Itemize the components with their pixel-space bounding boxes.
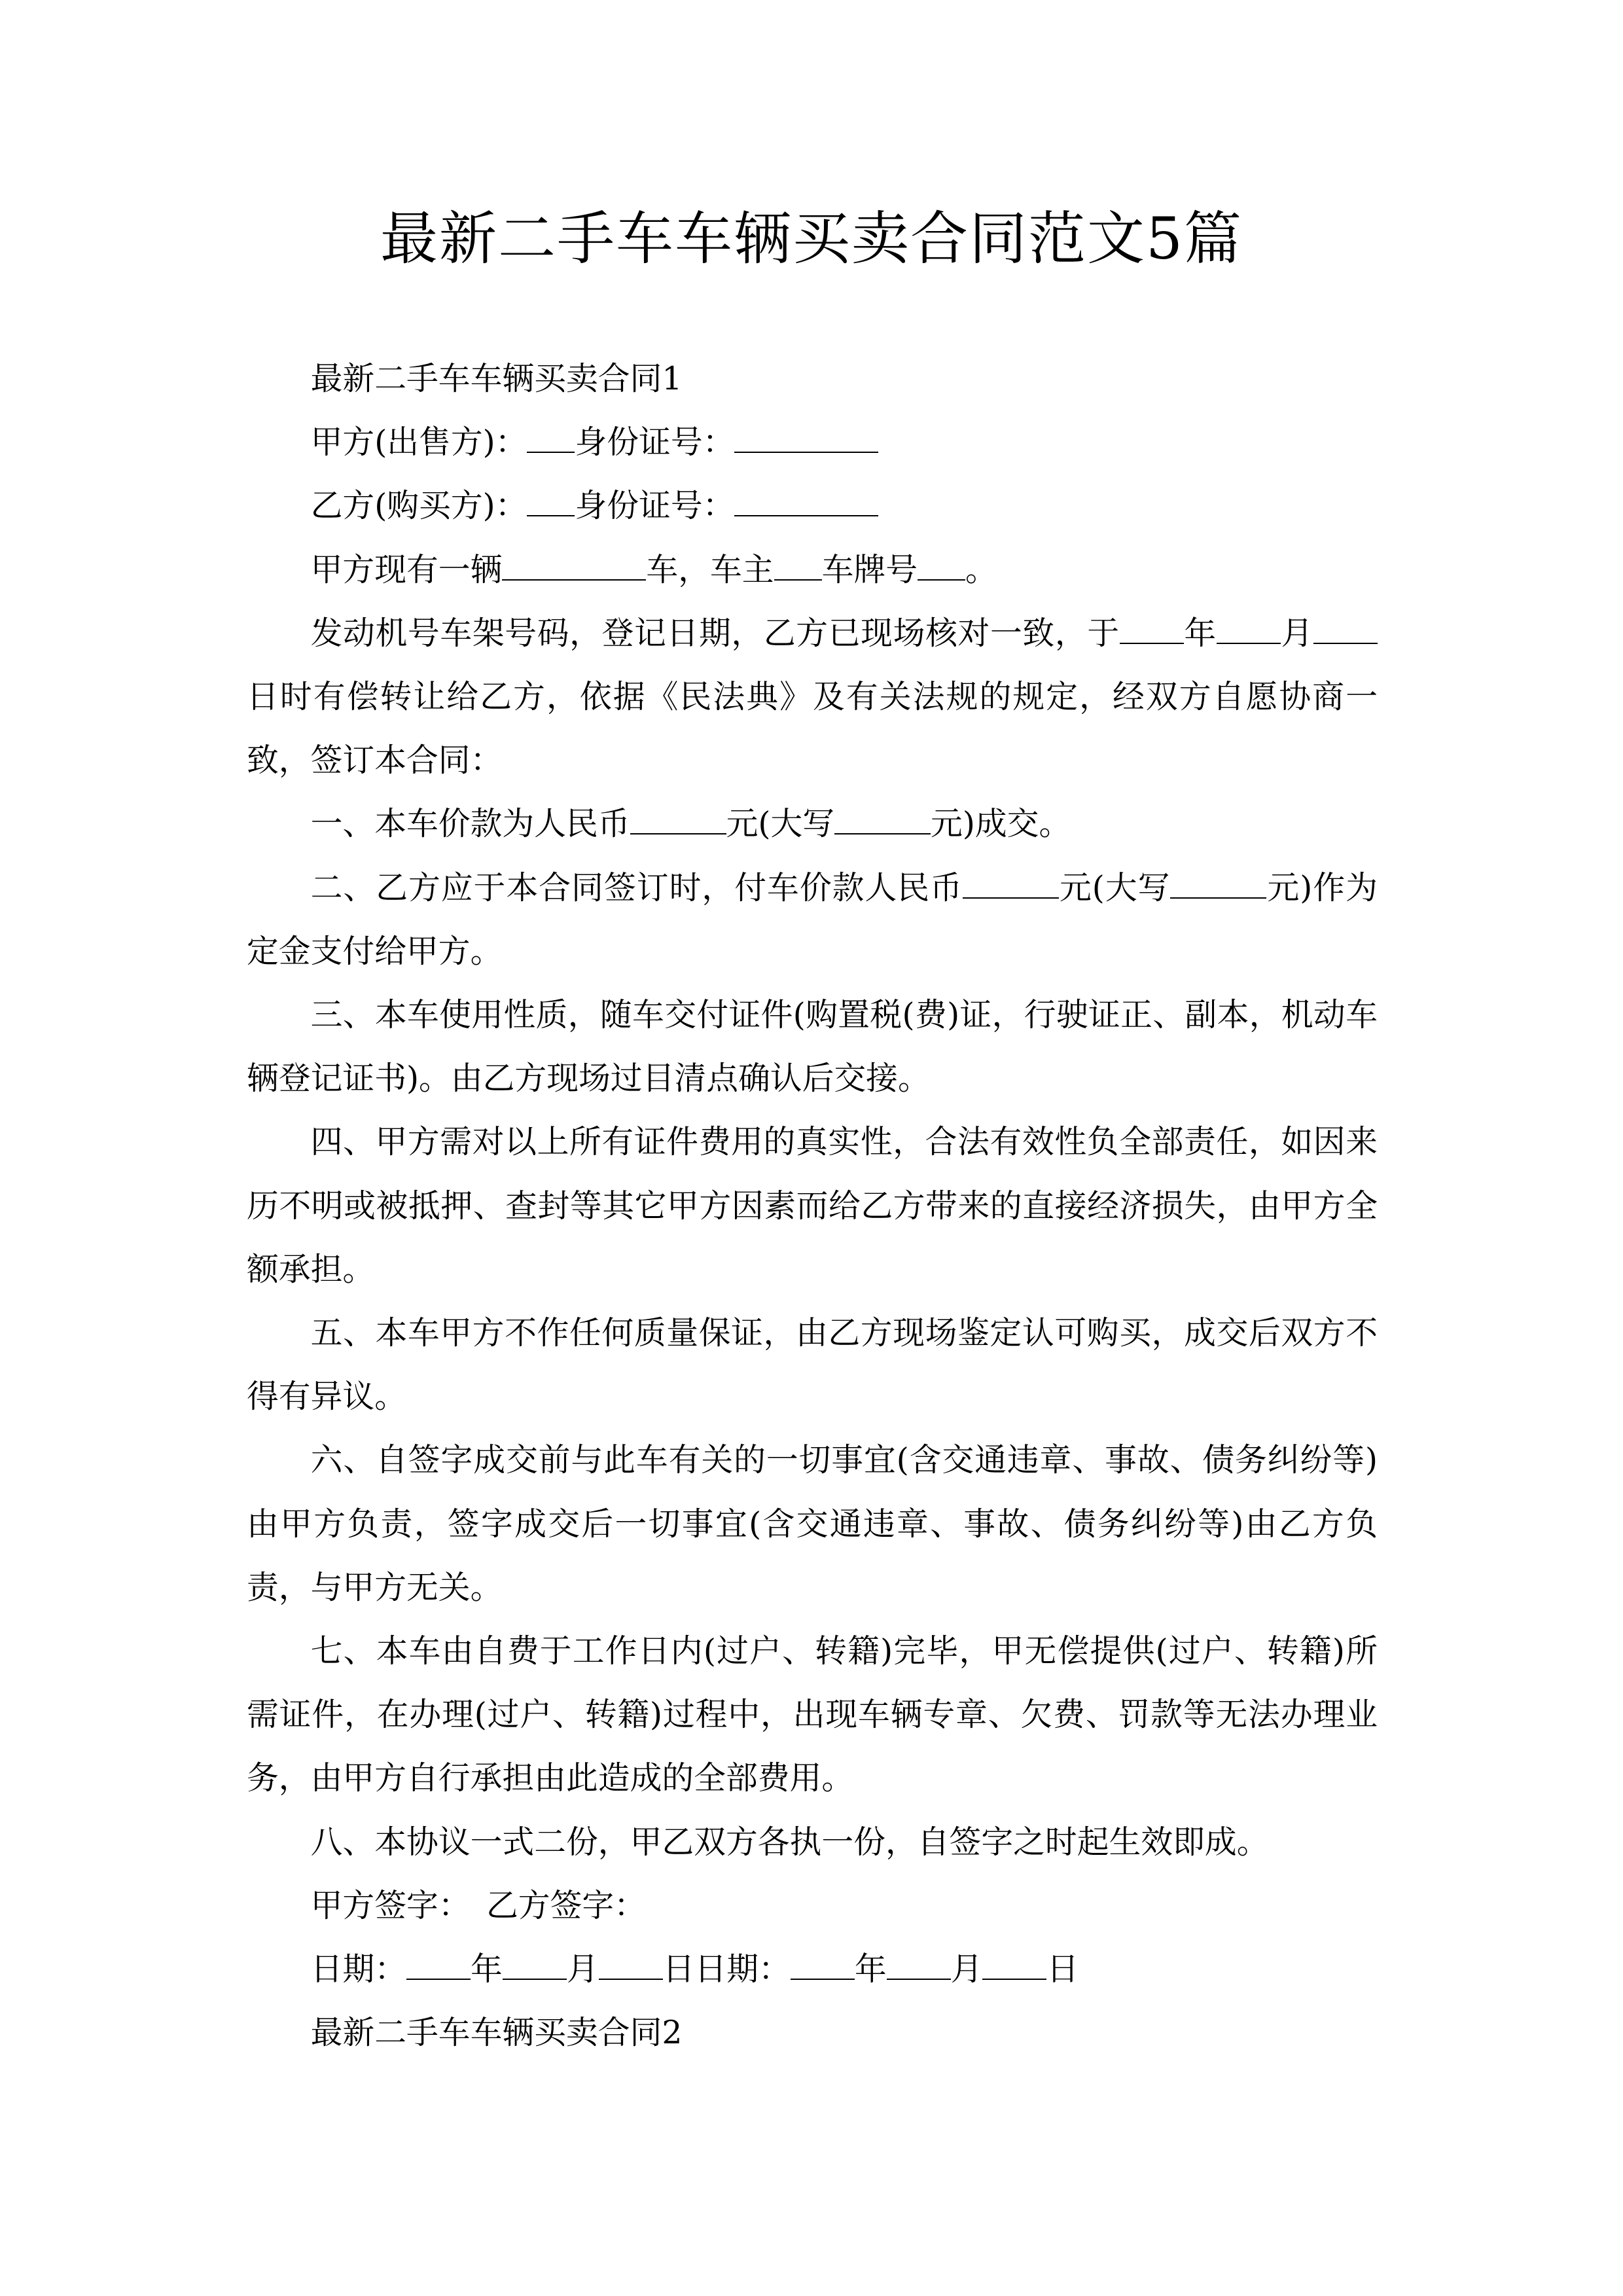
vehicle-owner-blank [774,550,822,581]
clause-2-text-3: 元)作为定金支付给甲方。 [247,869,1378,970]
party-b-name-blank [527,487,575,517]
intro-month-blank [1217,614,1281,644]
clause-2-text-1: 二、乙方应于本合同签订时，付车价款人民币 [310,869,963,906]
clause-4: 四、甲方需对以上所有证件费用的真实性，合法有效性负全部责任，如因来历不明或被抵押、查封等其它甲方因素而给乙方带来的直接经济损失，由甲方全额承担。 [247,1123,1378,1288]
date-a-month-blank [503,1950,567,1980]
intro-month-label: 月 [1280,614,1313,652]
party-a-id-label: 身份证号： [575,423,735,461]
date-line [247,1937,1378,2001]
party-b-id-blank [734,487,878,517]
clause-1-amount-words-blank [834,805,931,835]
document-body [247,347,1378,2064]
clause-1-text-3: 元)成交。 [931,805,1071,843]
vehicle-model-blank [502,550,646,581]
intro-day-blank [1313,614,1378,644]
date-a-day-blank [599,1950,663,1980]
date-b-day-blank [982,1950,1046,1980]
vehicle-line-end: 。 [965,550,997,588]
clause-2-amount-blank [963,869,1059,899]
party-a-id-blank [734,423,878,453]
contract-1-heading: 最新二手车车辆买卖合同1 [310,360,683,397]
clause-2-amount-words-blank [1170,869,1266,899]
vehicle-prefix: 甲方现有一辆 [310,550,503,588]
intro-text-2: 日时有偿转让给乙方，依据《民法典》及有关法规的规定，经双方自愿协商一致，签订本合同： [247,678,1378,780]
vehicle-plate-label: 车牌号 [821,550,918,588]
intro-year-blank [1120,614,1184,644]
document-title: 最新二手车车辆买卖合同范文5篇 [380,205,1243,272]
vehicle-owner-label: 车，车主 [646,550,774,588]
date-a-label: 日期： [310,1950,406,1988]
clause-1 [247,792,1378,855]
intro-paragraph [247,601,1378,793]
party-b-line [247,474,1378,537]
signature-line: 甲方签字： 乙方签字： [310,1886,646,1924]
clause-1-text-1: 一、本车价款为人民币 [310,805,630,843]
date-b-day-label: 日 [1046,1950,1079,1988]
date-b-label: 日日期： [662,1950,791,1988]
vehicle-plate-blank [918,550,965,581]
date-a-year-label: 年 [471,1950,503,1988]
date-a-month-label: 月 [566,1950,599,1988]
party-a-name-blank [527,423,575,453]
date-b-month-blank [887,1950,951,1980]
clause-5: 五、本车甲方不作任何质量保证，由乙方现场鉴定认可购买，成交后双方不得有异议。 [247,1314,1378,1416]
clause-2-text-2: 元(大写 [1058,869,1171,906]
clause-8: 八、本协议一式二份，甲乙双方各执一份，自签字之时起生效即成。 [310,1823,1269,1861]
party-a-line [247,410,1378,474]
party-b-id-label: 身份证号： [575,487,735,525]
party-b-label: 乙方(购买方)： [310,487,527,525]
clause-2 [247,856,1378,983]
vehicle-line [247,538,1378,601]
date-b-month-label: 月 [950,1950,983,1988]
clause-3: 三、本车使用性质，随车交付证件(购置税(费)证，行驶证正、副本，机动车辆登记证书)。由乙方现场过目清点确认后交接。 [247,996,1378,1098]
clause-1-text-2: 元(大写 [726,805,835,843]
clause-6: 六、自签字成交前与此车有关的一切事宜(含交通违章、事故、债务纠纷等)由甲方负责，签字成交后一切事宜(含交通违章、事故、债务纠纷等)由乙方负责，与甲方无关。 [247,1441,1378,1606]
date-a-year-blank [406,1950,471,1980]
intro-text-1: 发动机号车架号码，登记日期，乙方已现场核对一致，于 [310,614,1120,652]
clause-1-amount-blank [630,805,726,835]
date-b-year-label: 年 [854,1950,887,1988]
clause-7: 七、本车由自费于工作日内(过户、转籍)完毕，甲无偿提供(过户、转籍)所需证件，在办理(过户、转籍)过程中，出现车辆专章、欠费、罚款等无法办理业务，由甲方自行承担由此造成的全部费用。 [247,1632,1378,1797]
contract-2-heading: 最新二手车车辆买卖合同2 [310,2014,683,2052]
date-b-year-blank [791,1950,855,1980]
intro-year-label: 年 [1183,614,1217,652]
party-a-label: 甲方(出售方)： [310,423,527,461]
